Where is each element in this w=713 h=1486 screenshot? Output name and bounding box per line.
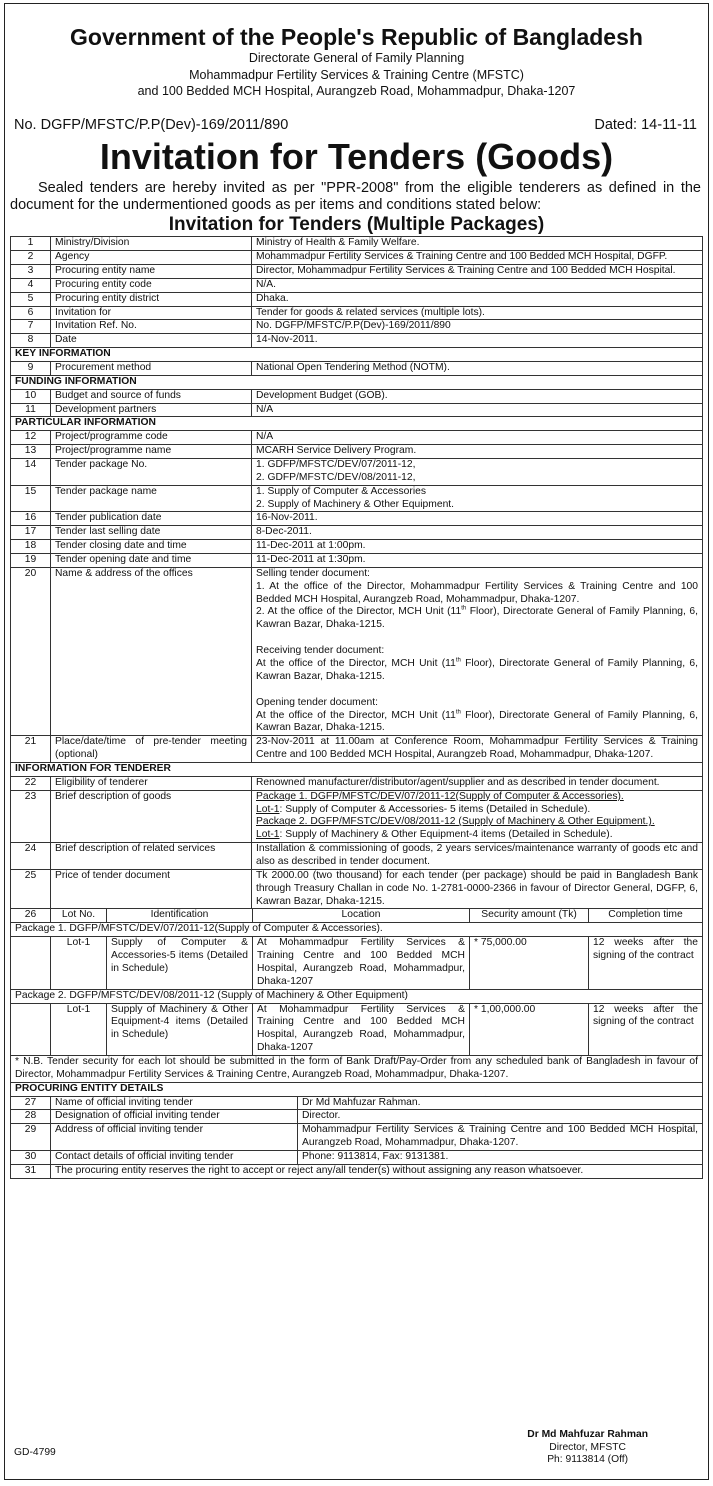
row-value: 8-Dec-2011. bbox=[252, 526, 703, 540]
package-row bbox=[11, 923, 703, 937]
row-value: 14-Nov-2011. bbox=[252, 334, 703, 348]
section-row bbox=[11, 348, 703, 362]
row-value: Tk 2000.00 (two thousand) for each tender (per package) should be paid in Bangladesh Bank through Treasury Challan in code No. 1-2781-0000-2366 in favour of Director General, DGFP, 6, Kawran Bazar, Dhaka-1215. bbox=[252, 869, 703, 909]
row-value: Mohammadpur Fertility Services & Training Centre and 100 Bedded MCH Hospital, DGFP. bbox=[252, 251, 703, 265]
table-row bbox=[11, 869, 703, 909]
row-label: Tender opening date and time bbox=[51, 554, 252, 568]
section-row bbox=[11, 763, 703, 777]
signatory-phone: Ph: 9113814 (Off) bbox=[547, 1454, 629, 1466]
lots-header-row bbox=[11, 909, 703, 923]
row-number: 12 bbox=[11, 431, 51, 445]
row-value: Dhaka. bbox=[252, 292, 703, 306]
package-number-1: 1. GDFP/MFSTC/DEV/07/2011-12, bbox=[256, 458, 416, 470]
row-value: N/A. bbox=[252, 278, 703, 292]
row-label: Procuring entity district bbox=[51, 292, 252, 306]
row-number: 7 bbox=[11, 320, 51, 334]
row-number: 17 bbox=[11, 526, 51, 540]
row-label: Tender last selling date bbox=[51, 526, 252, 540]
selling-office-2: 2. At the office of the Director, MCH Unit (11th Floor), Directorate General of Family Planning, 6, Kawran Bazar, Dhaka-1215. bbox=[256, 606, 698, 631]
lot-number: Lot-1 bbox=[51, 937, 107, 989]
row-number: 19 bbox=[11, 554, 51, 568]
completion-header: Completion time bbox=[589, 909, 703, 923]
row-label: Designation of official inviting tender bbox=[51, 1110, 298, 1124]
table-row bbox=[11, 1124, 703, 1151]
package-1-title: Package 1. DGFP/MFSTC/DEV/07/2011-12(Supply of Computer & Accessories). bbox=[11, 923, 703, 937]
notice-subtitle: Invitation for Tenders (Multiple Packages) bbox=[168, 214, 545, 236]
row-number: 16 bbox=[11, 512, 51, 526]
lot-no-header: Lot No. bbox=[51, 909, 107, 923]
table-row bbox=[11, 445, 703, 459]
section-procuring-entity-details: PROCURING ENTITY DETAILS bbox=[11, 1082, 703, 1096]
table-row bbox=[11, 361, 703, 375]
table-row bbox=[11, 512, 703, 526]
row-number: 10 bbox=[11, 389, 51, 403]
tender-notice bbox=[4, 3, 709, 1480]
header-line-2: Mohammadpur Fertility Services & Training Centre (MFSTC) bbox=[189, 67, 524, 82]
row-label: Tender closing date and time bbox=[51, 540, 252, 554]
table-row bbox=[11, 1150, 703, 1164]
table-row bbox=[11, 334, 703, 348]
signature-block bbox=[527, 1429, 648, 1467]
row-value: Director. bbox=[298, 1110, 703, 1124]
row-number: 3 bbox=[11, 264, 51, 278]
table-row bbox=[11, 306, 703, 320]
lot-row bbox=[11, 937, 703, 989]
lot-completion-time: 12 weeks after the signing of the contract bbox=[589, 937, 703, 989]
row-value: Mohammadpur Fertility Services & Training Centre and 100 Bedded MCH Hospital, Aurangzeb Road, Mohammadpur, Dhaka-1207. bbox=[298, 1124, 703, 1151]
goods-description bbox=[252, 790, 703, 842]
notice-header bbox=[10, 24, 703, 99]
table-row bbox=[11, 736, 703, 763]
row-value: N/A bbox=[252, 403, 703, 417]
goods-package-1: Package 1. DGFP/MFSTC/DEV/07/2011-12(Supply of Computer & Accessories). bbox=[256, 790, 624, 802]
opening-heading: Opening tender document: bbox=[256, 696, 378, 708]
table-row bbox=[11, 264, 703, 278]
table-row bbox=[11, 389, 703, 403]
row-number: 23 bbox=[11, 790, 51, 842]
table-row bbox=[11, 431, 703, 445]
section-row bbox=[11, 417, 703, 431]
row-number: 21 bbox=[11, 736, 51, 763]
goods-lot-1: Lot-1: Supply of Computer & Accessories- 5 items (Detailed in Schedule). bbox=[256, 803, 591, 815]
table-row bbox=[11, 1164, 703, 1178]
goods-package-2: Package 2. DGFP/MFSTC/DEV/08/2011-12 (Supply of Machinery & Other Equipment.). bbox=[256, 816, 655, 828]
table-row bbox=[11, 458, 703, 485]
government-title: Government of the People's Republic of Bangladesh bbox=[70, 24, 643, 50]
row-number: 29 bbox=[11, 1124, 51, 1151]
row-number: 6 bbox=[11, 306, 51, 320]
row-label: Address of official inviting tender bbox=[51, 1124, 298, 1151]
header-line-3: and 100 Bedded MCH Hospital, Aurangzeb Road, Mohammadpur, Dhaka-1207 bbox=[137, 83, 576, 98]
goods-lot-2: Lot-1: Supply of Machinery & Other Equipment-4 items (Detailed in Schedule). bbox=[256, 829, 613, 841]
row-number: 13 bbox=[11, 445, 51, 459]
package-2-title: Package 2. DGFP/MFSTC/DEV/08/2011-12 (Supply of Machinery & Other Equipment) bbox=[11, 989, 703, 1003]
package-name-1: 1. Supply of Computer & Accessories bbox=[256, 485, 426, 497]
row-label: Tender package No. bbox=[51, 458, 252, 485]
row-number: 1 bbox=[11, 237, 51, 251]
row-label: Procurement method bbox=[51, 361, 252, 375]
lot-security-amount: * 1,00,000.00 bbox=[470, 1003, 589, 1055]
row-number: 24 bbox=[11, 843, 51, 870]
selling-office-1: 1. At the office of the Director, Mohammadpur Fertility Services & Training Centre and 100 Bedded MCH Hospital, Aurangzeb Road, Mohammadpur, Dhaka-1207. bbox=[256, 580, 698, 605]
row-label: Project/programme code bbox=[51, 431, 252, 445]
row-label: Ministry/Division bbox=[51, 237, 252, 251]
row-label: Price of tender document bbox=[51, 869, 252, 909]
row-label: Agency bbox=[51, 251, 252, 265]
row-number: 30 bbox=[11, 1150, 51, 1164]
section-funding-information: FUNDING INFORMATION bbox=[11, 375, 703, 389]
table-row bbox=[11, 526, 703, 540]
row-value: Phone: 9113814, Fax: 9131381. bbox=[298, 1150, 703, 1164]
row-value: MCARH Service Delivery Program. bbox=[252, 445, 703, 459]
row-value: Director, Mohammadpur Fertility Services & Training Centre and 100 Bedded MCH Hospital. bbox=[252, 264, 703, 278]
row-number: 31 bbox=[11, 1164, 51, 1178]
header-line-1: Directorate General of Family Planning bbox=[248, 51, 465, 66]
package-row bbox=[11, 989, 703, 1003]
notice-title: Invitation for Tenders (Goods) bbox=[99, 135, 614, 177]
security-header: Security amount (Tk) bbox=[470, 909, 589, 923]
row-label: Project/programme name bbox=[51, 445, 252, 459]
row-number: 5 bbox=[11, 292, 51, 306]
notice-code: GD-4799 bbox=[14, 1446, 56, 1458]
row-value: Development Budget (GOB). bbox=[252, 389, 703, 403]
row-value: 11-Dec-2011 at 1:00pm. bbox=[252, 540, 703, 554]
row-number: 2 bbox=[11, 251, 51, 265]
row-label: Procuring entity name bbox=[51, 264, 252, 278]
row-label: Tender package name bbox=[51, 485, 252, 512]
lots-table bbox=[10, 908, 703, 1082]
signatory-name: Dr Md Mahfuzar Rahman bbox=[527, 1429, 648, 1441]
row-value: 23-Nov-2011 at 11.00am at Conference Room, Mohammadpur Fertility Services & Training Centre and 100 Bedded MCH Hospital, Aurangzeb Road, Mohammadpur, Dhaka-1207. bbox=[252, 736, 703, 763]
table-row bbox=[11, 790, 703, 842]
table-row bbox=[11, 237, 703, 251]
selling-heading: Selling tender document: bbox=[256, 567, 370, 579]
security-note: * N.B. Tender security for each lot should be submitted in the form of Bank Draft/Pay-Order from any scheduled bank of Bangladesh in favour of Director, Mohammadpur Fertility Services & Training Centre, Aurangzeb Road, Mohammadpur, Dhaka-1207. bbox=[11, 1055, 703, 1082]
row-value bbox=[252, 458, 703, 485]
table-row bbox=[11, 292, 703, 306]
lot-number: Lot-1 bbox=[51, 1003, 107, 1055]
row-value bbox=[252, 485, 703, 512]
lot-identification: Supply of Computer & Accessories-5 items (Detailed in Schedule) bbox=[107, 937, 253, 989]
table-row bbox=[11, 485, 703, 512]
row-value: National Open Tendering Method (NOTM). bbox=[252, 361, 703, 375]
lot-identification: Supply of Machinery & Other Equipment-4 items (Detailed in Schedule) bbox=[107, 1003, 253, 1055]
receiving-office: At the office of the Director, MCH Unit (11th Floor), Directorate General of Family Planning, 6, Kawran Bazar, Dhaka-1215. bbox=[256, 657, 698, 682]
table-row bbox=[11, 1110, 703, 1124]
table-row bbox=[11, 776, 703, 790]
row-value: No. DGFP/MFSTC/P.P(Dev)-169/2011/890 bbox=[252, 320, 703, 334]
row-number: 15 bbox=[11, 485, 51, 512]
identification-header: Identification bbox=[107, 909, 253, 923]
lot-completion-time: 12 weeks after the signing of the contract bbox=[589, 1003, 703, 1055]
offices-address bbox=[252, 567, 703, 735]
row-number: 27 bbox=[11, 1096, 51, 1110]
row-label: Invitation for bbox=[51, 306, 252, 320]
row-label: Name of official inviting tender bbox=[51, 1096, 298, 1110]
reservation-statement: The procuring entity reserves the right to accept or reject any/all tender(s) without assigning any reason whatsoever. bbox=[51, 1164, 703, 1178]
row-value: 16-Nov-2011. bbox=[252, 512, 703, 526]
row-label: Place/date/time of pre-tender meeting (optional) bbox=[51, 736, 252, 763]
row-label: Eligibility of tenderer bbox=[51, 776, 252, 790]
row-number: 9 bbox=[11, 361, 51, 375]
section-information-for-tenderer: INFORMATION FOR TENDERER bbox=[11, 763, 703, 777]
receiving-heading: Receiving tender document: bbox=[256, 645, 385, 657]
row-number: 14 bbox=[11, 458, 51, 485]
row-number: 4 bbox=[11, 278, 51, 292]
info-table bbox=[10, 236, 703, 909]
dated: Dated: 14-11-11 bbox=[594, 117, 697, 134]
row-number: 22 bbox=[11, 776, 51, 790]
row-label: Invitation Ref. No. bbox=[51, 320, 252, 334]
row-label: Procuring entity code bbox=[51, 278, 252, 292]
section-row bbox=[11, 375, 703, 389]
table-row bbox=[11, 278, 703, 292]
section-particular-information: PARTICULAR INFORMATION bbox=[11, 417, 703, 431]
table-row bbox=[11, 843, 703, 870]
row-value: Installation & commissioning of goods, 2 years services/maintenance warranty of goods etc and also as described in tender document. bbox=[252, 843, 703, 870]
package-number-2: 2. GDFP/MFSTC/DEV/08/2011-12, bbox=[256, 471, 416, 483]
intro-paragraph: Sealed tenders are hereby invited as per "PPR-2008" from the eligible tenderers as defined in the document for the undermentioned goods as per items and conditions stated below: bbox=[10, 180, 701, 214]
reference-number: No. DGFP/MFSTC/P.P(Dev)-169/2011/890 bbox=[14, 117, 289, 134]
row-label: Contact details of official inviting tender bbox=[51, 1150, 298, 1164]
location-header: Location bbox=[253, 909, 470, 923]
lot-location: At Mohammadpur Fertility Services & Training Centre and 100 Bedded MCH Hospital, Aurangzeb Road, Mohammadpur, Dhaka-1207 bbox=[253, 937, 470, 989]
row-value: 11-Dec-2011 at 1:30pm. bbox=[252, 554, 703, 568]
package-name-2: 2. Supply of Machinery & Other Equipment. bbox=[256, 498, 455, 510]
table-row bbox=[11, 320, 703, 334]
table-row bbox=[11, 251, 703, 265]
row-value: Tender for goods & related services (multiple lots). bbox=[252, 306, 703, 320]
row-number: 28 bbox=[11, 1110, 51, 1124]
row-number: 20 bbox=[11, 567, 51, 735]
signatory-title: Director, MFSTC bbox=[549, 1441, 626, 1453]
note-row bbox=[11, 1055, 703, 1082]
table-row bbox=[11, 554, 703, 568]
reference-row bbox=[10, 117, 703, 134]
row-value: Renowned manufacturer/distributor/agent/supplier and as described in tender document. bbox=[252, 776, 703, 790]
row-label: Tender publication date bbox=[51, 512, 252, 526]
row-label: Budget and source of funds bbox=[51, 389, 252, 403]
section-key-information: KEY INFORMATION bbox=[11, 348, 703, 362]
row-label: Brief description of goods bbox=[51, 790, 252, 842]
table-row bbox=[11, 1096, 703, 1110]
section-row bbox=[11, 1082, 703, 1096]
row-label: Date bbox=[51, 334, 252, 348]
lot-row bbox=[11, 1003, 703, 1055]
table-row bbox=[11, 567, 703, 735]
row-label: Brief description of related services bbox=[51, 843, 252, 870]
row-value: Dr Md Mahfuzar Rahman. bbox=[298, 1096, 703, 1110]
procuring-table bbox=[10, 1082, 703, 1179]
lot-security-amount: * 75,000.00 bbox=[470, 937, 589, 989]
row-number: 11 bbox=[11, 403, 51, 417]
row-number: 18 bbox=[11, 540, 51, 554]
row-number: 26 bbox=[11, 909, 51, 923]
row-label: Development partners bbox=[51, 403, 252, 417]
row-number: 25 bbox=[11, 869, 51, 909]
opening-office: At the office of the Director, MCH Unit (11th Floor), Directorate General of Family Planning, 6, Kawran Bazar, Dhaka-1215. bbox=[256, 709, 698, 734]
row-label: Name & address of the offices bbox=[51, 567, 252, 735]
row-number: 8 bbox=[11, 334, 51, 348]
lot-location: At Mohammadpur Fertility Services & Training Centre and 100 Bedded MCH Hospital, Aurangzeb Road, Mohammadpur, Dhaka-1207 bbox=[253, 1003, 470, 1055]
table-row bbox=[11, 403, 703, 417]
row-value: Ministry of Health & Family Welfare. bbox=[252, 237, 703, 251]
table-row bbox=[11, 540, 703, 554]
row-value: N/A bbox=[252, 431, 703, 445]
